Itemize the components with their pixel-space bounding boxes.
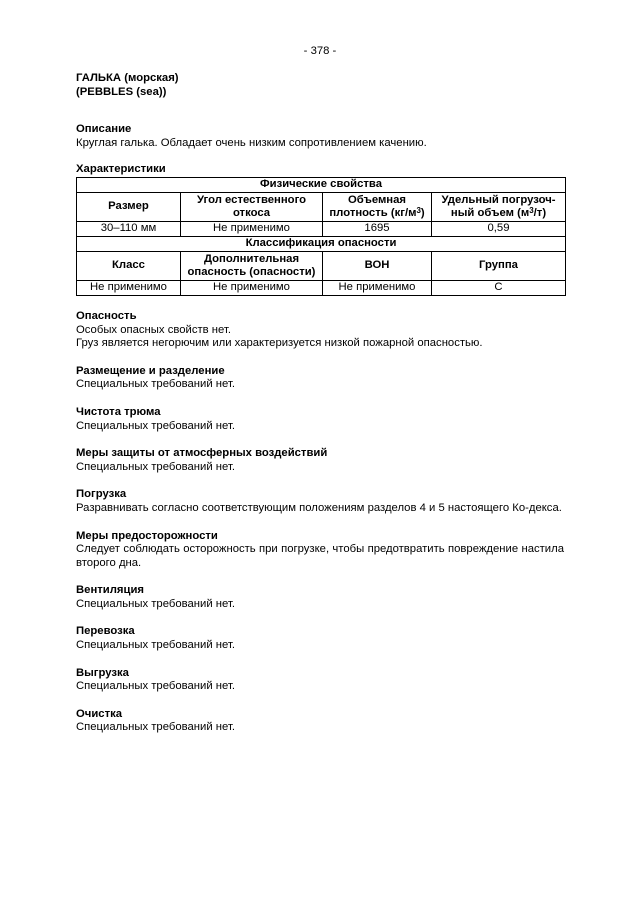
value-stowage-factor: 0,59 — [432, 221, 566, 236]
section-text: Особых опасных свойств нет. — [76, 323, 231, 336]
value-bulk-density: 1695 — [323, 221, 432, 236]
section-heading: Перевозка — [76, 625, 135, 638]
section — [76, 708, 564, 735]
section-text: Груз является негорючим или характеризуется низкой пожарной опасностью. — [76, 337, 483, 350]
section-text: Специальных требований нет. — [76, 460, 235, 473]
section — [76, 584, 564, 611]
section-heading: Чистота трюма — [76, 405, 161, 418]
value-size: 30–110 мм — [77, 221, 181, 236]
value-mhb: Не применимо — [323, 280, 432, 295]
cargo-title-en: (PEBBLES (sea)) — [76, 85, 167, 98]
document-body — [76, 72, 564, 735]
section-heading: Характеристики — [76, 163, 166, 176]
section-text: Разравнивать согласно соответствующим положениям разделов 4 и 5 настоящего Ко-декса. — [76, 501, 562, 514]
section-text: Специальных требований нет. — [76, 639, 235, 652]
section-text: Следует соблюдать осторожность при погрузке, чтобы предотвратить повреждение настила второго дна. — [76, 543, 564, 569]
section — [76, 365, 564, 392]
section — [76, 488, 564, 515]
section — [76, 447, 564, 474]
header-angle-of-repose: Угол естественного откоса — [181, 192, 323, 221]
section-text: Специальных требований нет. — [76, 597, 235, 610]
section-text: Специальных требований нет. — [76, 680, 235, 693]
section-heading: Очистка — [76, 707, 123, 720]
section-heading: Выгрузка — [76, 666, 129, 679]
header-stowage-factor: Удельный погрузоч-ный объем $(м^3/т)$ — [432, 192, 566, 221]
header-class: Класс — [77, 251, 181, 280]
value-subsidiary-hazard: Не применимо — [181, 280, 323, 295]
section — [76, 625, 564, 652]
section-heading: Вентиляция — [76, 584, 144, 597]
hazard-classification-heading: Классификация опасности — [77, 236, 566, 251]
section — [76, 310, 564, 351]
value-angle-of-repose: Не применимо — [181, 221, 323, 236]
header-subsidiary-hazard: Дополнительная опасность (опасности) — [181, 251, 323, 280]
section-heading: Опасность — [76, 309, 137, 322]
section — [76, 530, 564, 571]
header-bulk-density: Объемная плотность $(кг/м^3)$ — [323, 192, 432, 221]
section-text: Специальных требований нет. — [76, 378, 235, 391]
section — [76, 667, 564, 694]
characteristics-section — [76, 163, 564, 296]
value-group: С — [432, 280, 566, 295]
physical-properties-heading: Физические свойства — [77, 177, 566, 192]
properties-table — [76, 177, 566, 296]
section-text: Специальных требований нет. — [76, 419, 235, 432]
sections-list — [76, 310, 564, 735]
section-text: Круглая галька. Обладает очень низким сопротивлением качению. — [76, 136, 427, 149]
section-heading: Описание — [76, 123, 132, 136]
section — [76, 406, 564, 433]
section-heading: Меры защиты от атмосферных воздействий — [76, 447, 328, 460]
header-group: Группа — [432, 251, 566, 280]
cargo-title-ru: ГАЛЬКА (морская) — [76, 72, 179, 84]
description-section — [76, 123, 564, 150]
section-heading: Размещение и разделение — [76, 364, 225, 377]
section-heading: Погрузка — [76, 488, 127, 501]
header-size: Размер — [77, 192, 181, 221]
page-number: - 378 - — [303, 45, 337, 57]
header-mhb: ВОН — [323, 251, 432, 280]
value-class: Не применимо — [77, 280, 181, 295]
section-text: Специальных требований нет. — [76, 721, 235, 734]
section-heading: Меры предосторожности — [76, 529, 218, 542]
